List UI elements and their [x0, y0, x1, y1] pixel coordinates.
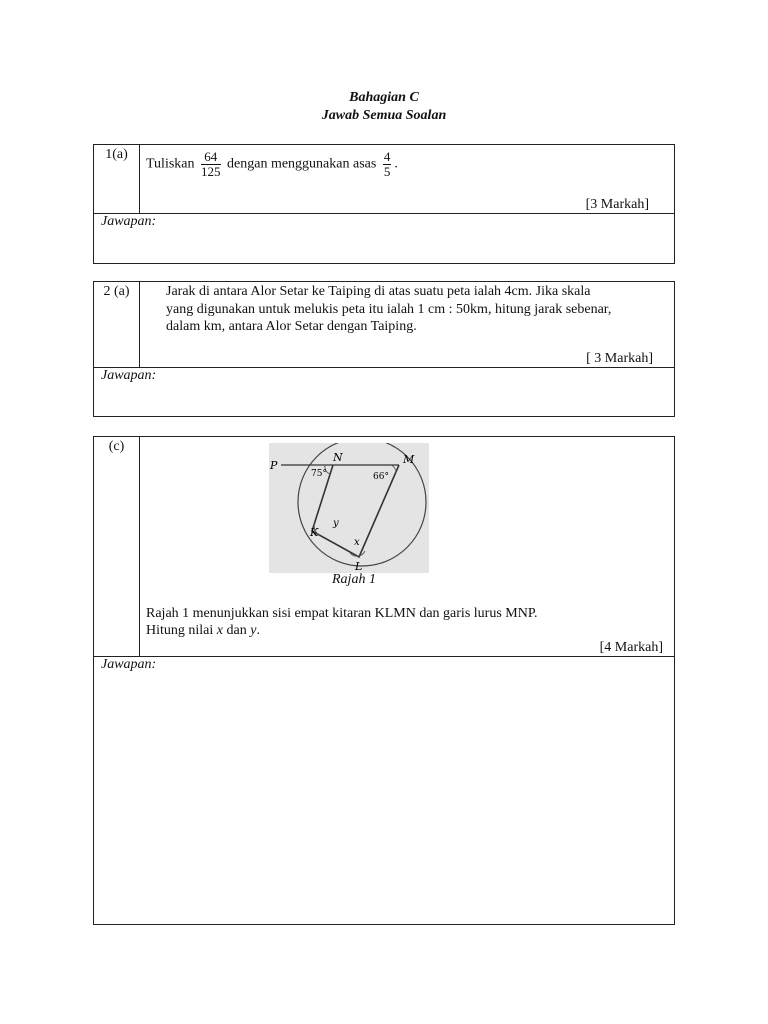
label-y: y: [333, 518, 339, 529]
question-3-line-1: Rajah 1 menunjukkan sisi empat kitaran KLMN dan garis lurus MNP.: [146, 606, 538, 621]
question-1-text: [146, 150, 398, 179]
question-3-number: (c): [94, 437, 140, 656]
q1-fraction-2-den: 5: [383, 164, 391, 179]
q1-text-after: .: [394, 156, 398, 172]
question-3-divider: [94, 656, 674, 657]
label-l: L: [355, 560, 363, 573]
q1-text-middle: dengan menggunakan asas: [227, 156, 377, 172]
label-x: x: [354, 537, 360, 548]
question-2-line-1: Jarak di antara Alor Setar ke Taiping di atas suatu peta ialah 4cm. Jika skala: [166, 284, 591, 299]
section-instruction: Jawab Semua Soalan: [321, 108, 447, 123]
label-k: K: [310, 526, 319, 539]
label-p: P: [270, 459, 278, 472]
q1-fraction-1: [201, 150, 221, 179]
q1-fraction-2-num: 4: [383, 149, 391, 164]
label-m: M: [403, 453, 415, 466]
question-3-line-2: [146, 622, 260, 640]
question-3-answer-label: Jawapan:: [101, 657, 157, 672]
question-1-number: 1(a): [94, 145, 140, 214]
question-2-number: 2 (a): [94, 282, 140, 367]
q1-fraction-2: [383, 150, 392, 179]
circle-diagram: [269, 443, 429, 573]
angle-66-label: 66°: [373, 472, 389, 482]
label-n: N: [333, 451, 343, 464]
question-3-box: [93, 436, 675, 925]
q1-fraction-1-num: 64: [201, 150, 221, 165]
question-2-answer-label: Jawapan:: [101, 368, 157, 383]
figure-caption: Rajah 1: [332, 572, 376, 587]
angle-75-label: 75°: [311, 469, 327, 479]
q1-fraction-1-den: 125: [201, 164, 221, 179]
question-2-box: [93, 281, 675, 417]
question-1-answer-label: Jawapan:: [101, 214, 157, 229]
question-2-marks: [ 3 Markah]: [586, 351, 653, 366]
q3-var-y: y: [250, 623, 257, 638]
q3-line-2-end: .: [256, 623, 260, 638]
section-title: Bahagian C: [349, 90, 419, 105]
question-2-line-3: dalam km, antara Alor Setar dengan Taiping.: [166, 319, 417, 334]
q3-var-x: x: [216, 623, 223, 638]
q3-line-2-mid: dan: [226, 623, 247, 638]
question-2-line-2: yang digunakan untuk melukis peta itu ialah 1 cm : 50km, hitung jarak sebenar,: [166, 302, 612, 317]
question-1-marks: [3 Markah]: [585, 197, 649, 212]
question-1-divider: [94, 213, 674, 214]
q3-line-2-prefix: Hitung nilai: [146, 623, 214, 638]
q1-text-before: Tuliskan: [146, 156, 195, 172]
question-2-divider: [94, 367, 674, 368]
question-1-box: [93, 144, 675, 264]
question-3-marks: [4 Markah]: [599, 640, 663, 655]
